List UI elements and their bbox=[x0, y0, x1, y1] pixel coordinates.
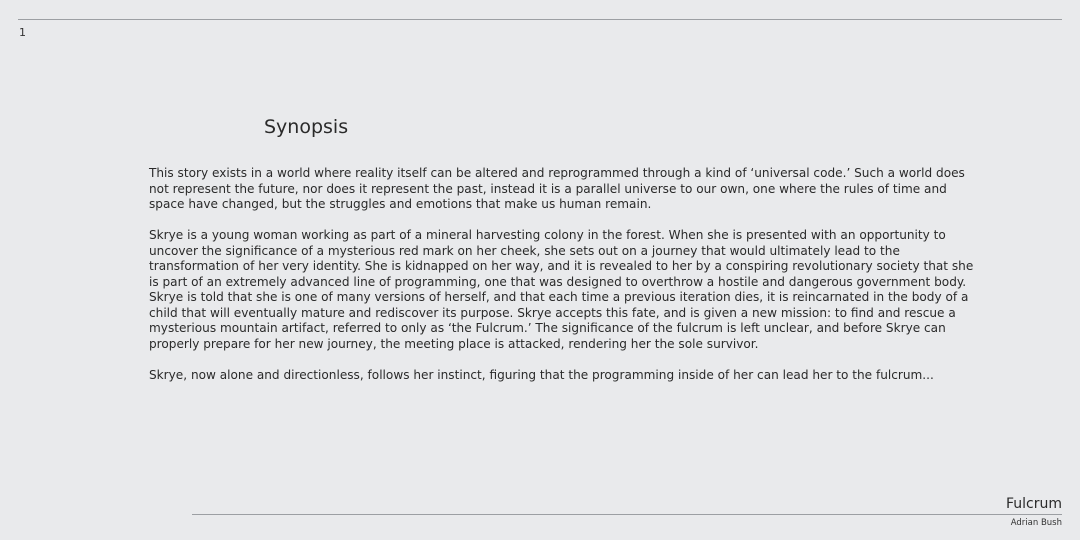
paragraph: Skrye is a young woman working as part of a mineral harvesting colony in the forest. When she is presented with an opportunity to uncover the significance of a mysterious red mark on her cheek, she sets out on a journey that would ultimately lead to the transformation of her very identity. She is kidnapped on her way, and it is revealed to her by a conspiring revolutionary society that she is part of an extremely advanced line of programming, one that was designed to overthrow a hostile and dangerous government body. Skrye is told that she is one of many versions of herself, and that each time a previous iteration dies, it is reincarnated in the body of a child that will eventually mature and rediscover its purpose. Skrye accepts this fate, and is given a new mission: to find and rescue a mysterious mountain artifact, referred to only as ‘the Fulcrum.’ The significance of the fulcrum is left unclear, and before Skrye can properly prepare for her new journey, the meeting place is attacked, rendering her the sole survivor. bbox=[149, 228, 974, 351]
section-title: Synopsis bbox=[264, 116, 349, 138]
paragraph: Skrye, now alone and directionless, follows her instinct, figuring that the programming inside of her can lead her to the fulcrum... bbox=[149, 367, 934, 382]
document-title: Fulcrum bbox=[1005, 496, 1062, 512]
page-number: 1 bbox=[19, 26, 26, 39]
top-divider bbox=[18, 19, 1062, 20]
bottom-divider bbox=[192, 514, 1062, 515]
document-author: Adrian Bush bbox=[1010, 518, 1062, 528]
synopsis-body bbox=[149, 166, 981, 399]
paragraph: This story exists in a world where reality itself can be altered and reprogrammed through a kind of ‘universal code.’ Such a world does not represent the future, nor does it represent the past, instead it is a parallel universe to our own, one where the rules of time and space have changed, but the struggles and emotions that make us human remain. bbox=[149, 166, 965, 211]
